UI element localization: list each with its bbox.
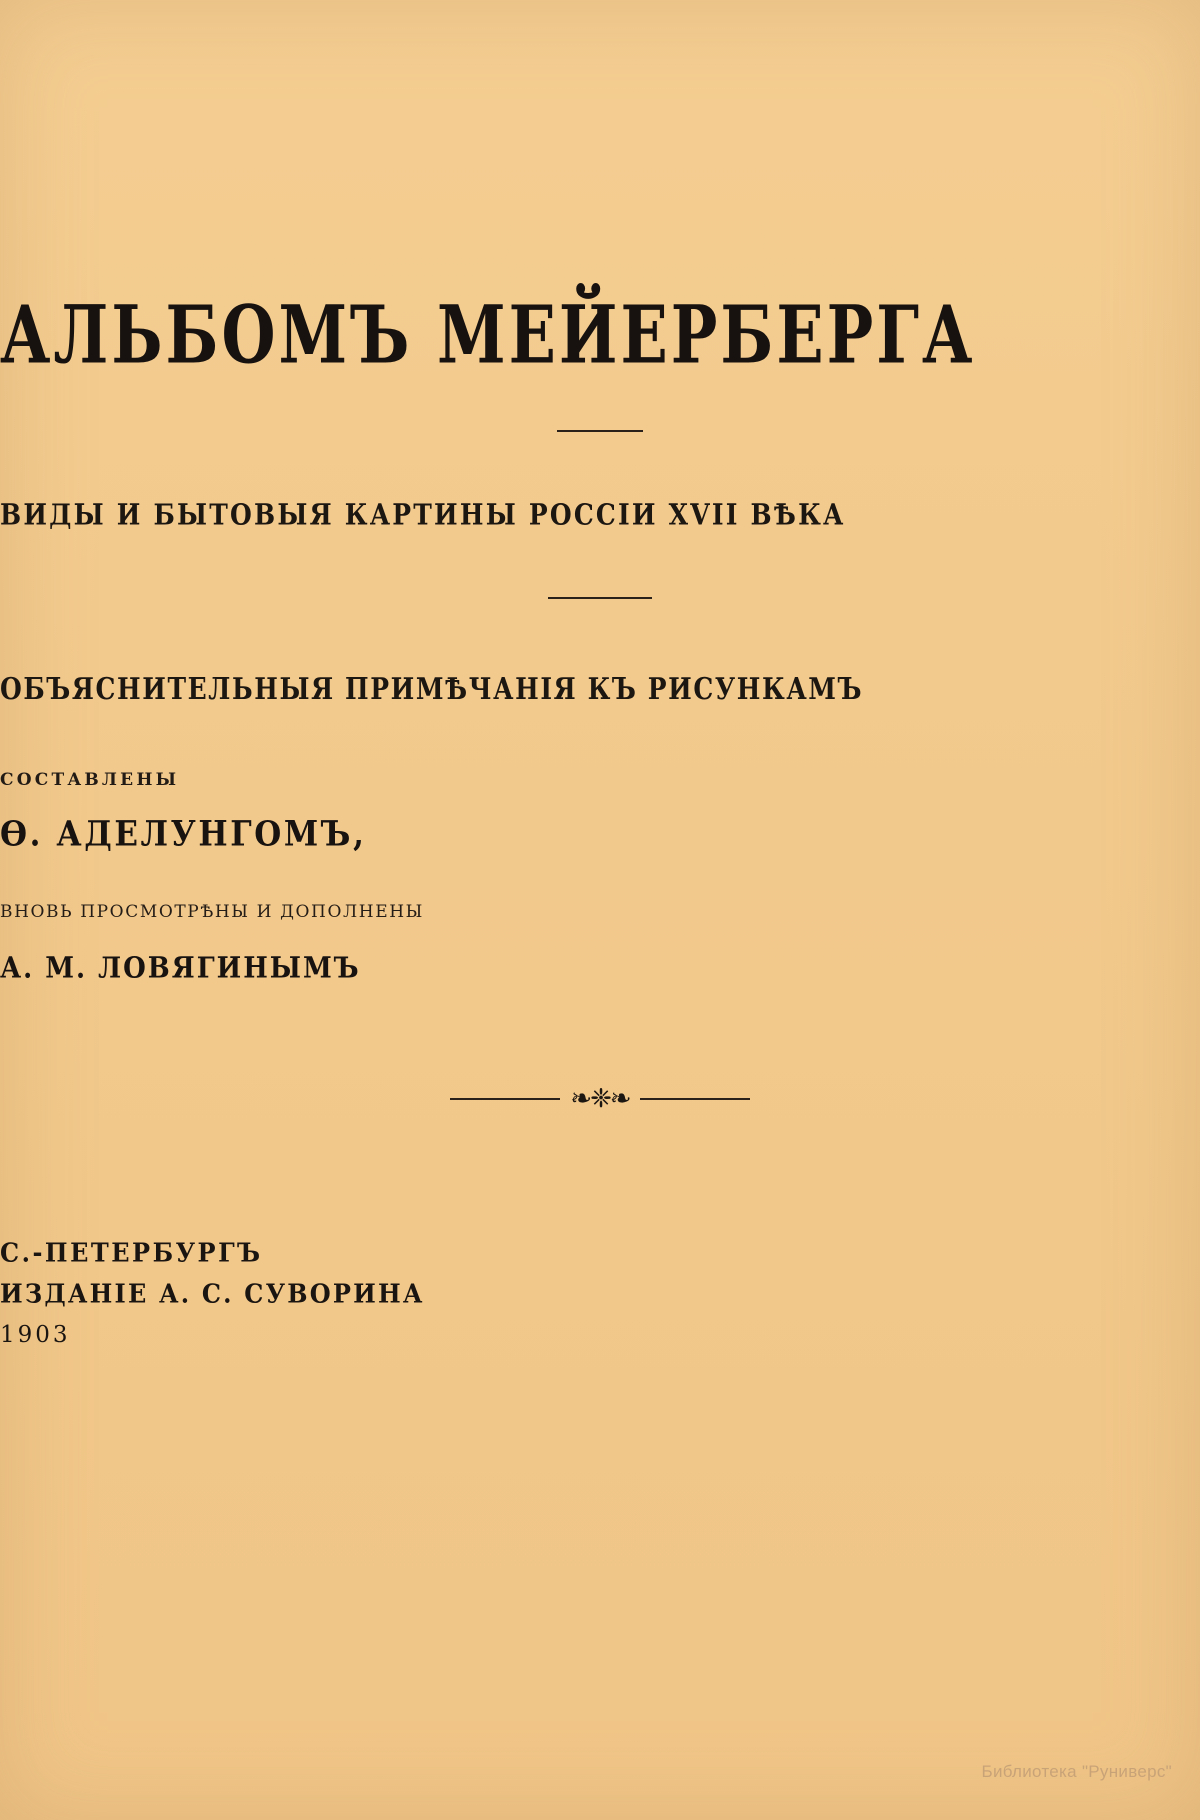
- compiled-by-label: СОСТАВЛЕНЫ: [0, 770, 180, 790]
- page-subtitle: ВИДЫ И БЫТОВЫЯ КАРТИНЫ РОССІИ XVII ВѢКА: [0, 498, 846, 532]
- revised-by-label: ВНОВЬ ПРОСМОТРѢНЫ И ДОПОЛНЕНЫ: [0, 902, 424, 922]
- imprint-block: [0, 1236, 1200, 1348]
- imprint-city: С.-ПЕТЕРБУРГЪ: [0, 1236, 263, 1268]
- imprint-publisher: ИЗДАНІЕ А. С. СУВОРИНА: [0, 1277, 425, 1309]
- editor-name: А. М. ЛОВЯГИНЫМЪ: [0, 952, 361, 985]
- floral-ornament-icon: ❧❈❧: [570, 1084, 630, 1114]
- imprint-year: 1903: [0, 1322, 71, 1348]
- notes-heading: ОБЪЯСНИТЕЛЬНЫЯ ПРИМѢЧАНІЯ КЪ РИСУНКАМЪ: [0, 672, 864, 707]
- divider-rule-top: [557, 430, 643, 432]
- ornament-line-left: [450, 1098, 560, 1100]
- library-watermark: Библиотека "Руниверс": [981, 1762, 1172, 1781]
- ornament-divider: [0, 1086, 1200, 1112]
- page-title: АЛЬБОМЪ МЕЙЕРБЕРГА: [0, 288, 976, 382]
- author-name: Ѳ. АДЕЛУНГОМЪ,: [0, 814, 367, 855]
- ornament-line-right: [640, 1098, 750, 1100]
- divider-rule-second: [548, 597, 652, 599]
